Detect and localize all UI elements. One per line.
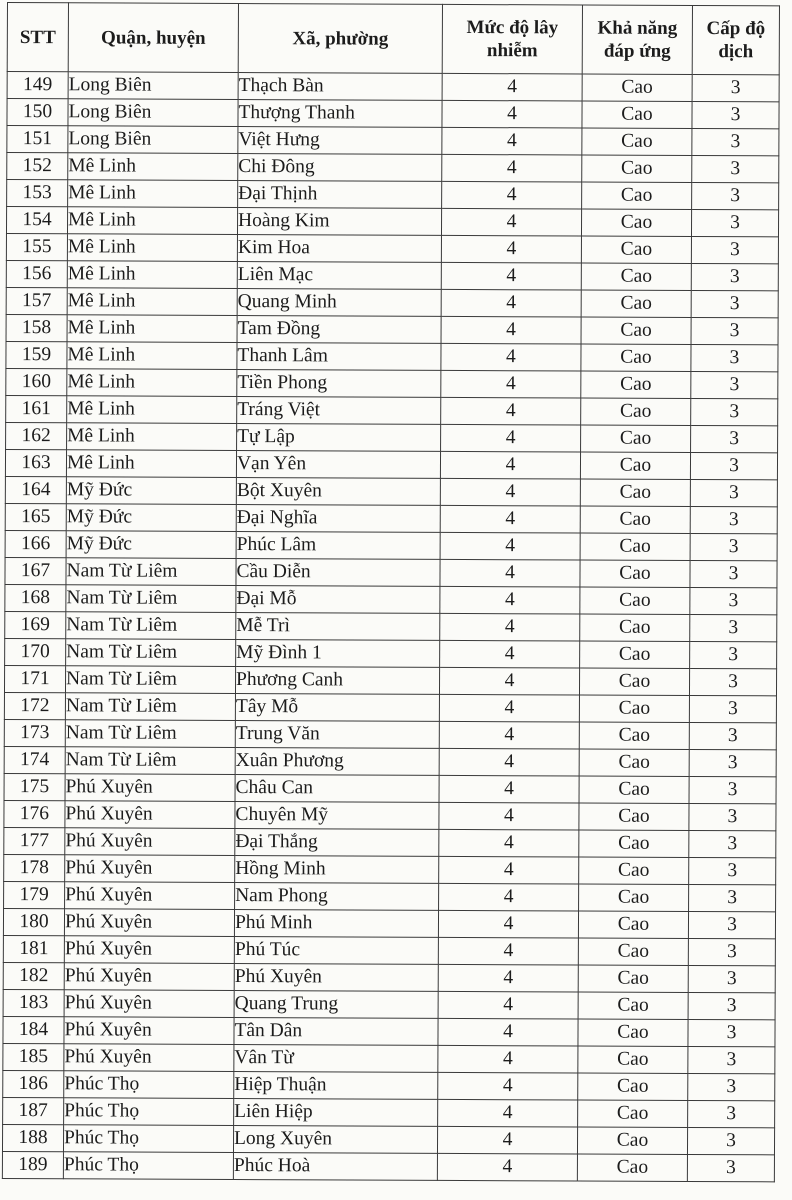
cell-infection-level: 4: [438, 937, 578, 965]
cell-epidemic-grade: 3: [688, 992, 775, 1019]
table-row: [6, 422, 778, 452]
cell-ward: Vạn Yên: [236, 451, 440, 479]
cell-district: Mê Linh: [66, 450, 236, 478]
cell-response-capacity: Cao: [579, 668, 689, 695]
cell-ward: Kim Hoa: [237, 235, 441, 263]
cell-ward: Bột Xuyên: [236, 478, 440, 506]
cell-infection-level: 4: [441, 370, 581, 398]
table-row: [7, 153, 779, 183]
header-ward: Xã, phường: [238, 4, 442, 74]
cell-stt: 175: [4, 773, 65, 800]
cell-ward: Cầu Diễn: [236, 559, 440, 587]
table-row: [3, 908, 775, 938]
cell-epidemic-grade: 3: [688, 1046, 775, 1073]
cell-ward: Tự Lập: [237, 424, 441, 452]
cell-district: Nam Từ Liêm: [65, 747, 235, 775]
cell-stt: 189: [2, 1151, 63, 1178]
cell-ward: Xuân Phương: [235, 748, 439, 776]
cell-stt: 151: [7, 126, 68, 153]
cell-ward: Việt Hưng: [238, 127, 442, 155]
cell-ward: Tây Mỗ: [235, 694, 439, 722]
table-row: [7, 72, 779, 102]
cell-response-capacity: Cao: [580, 506, 690, 533]
cell-infection-level: 4: [437, 1153, 577, 1181]
cell-response-capacity: Cao: [582, 182, 692, 209]
cell-infection-level: 4: [439, 775, 579, 803]
cell-epidemic-grade: 3: [691, 425, 778, 452]
cell-response-capacity: Cao: [579, 884, 689, 911]
cell-infection-level: 4: [442, 100, 582, 128]
cell-response-capacity: Cao: [582, 74, 692, 101]
cell-epidemic-grade: 3: [690, 533, 777, 560]
cell-ward: Đại Nghĩa: [236, 505, 440, 533]
cell-stt: 152: [7, 153, 68, 180]
table-row: [3, 962, 775, 992]
table-row: [5, 584, 777, 614]
cell-ward: Vân Từ: [234, 1045, 438, 1073]
cell-epidemic-grade: 3: [689, 884, 776, 911]
table-row: [6, 341, 778, 371]
cell-ward: Phú Minh: [234, 910, 438, 938]
cell-ward: Hoàng Kim: [237, 208, 441, 236]
cell-epidemic-grade: 3: [689, 695, 776, 722]
cell-ward: Tam Đồng: [237, 316, 441, 344]
cell-ward: Trung Văn: [235, 721, 439, 749]
cell-stt: 173: [4, 719, 65, 746]
table-row: [5, 638, 777, 668]
cell-epidemic-grade: 3: [689, 749, 776, 776]
cell-infection-level: 4: [442, 127, 582, 155]
cell-ward: Phúc Lâm: [236, 532, 440, 560]
cell-stt: 153: [7, 180, 68, 207]
table-row: [4, 692, 776, 722]
cell-district: Mê Linh: [67, 342, 237, 370]
cell-district: Long Biên: [68, 126, 238, 154]
cell-response-capacity: Cao: [582, 101, 692, 128]
cell-district: Phú Xuyên: [64, 1017, 234, 1045]
cell-ward: Quang Trung: [234, 991, 438, 1019]
cell-district: Mỹ Đức: [66, 477, 236, 505]
cell-infection-level: 4: [441, 343, 581, 371]
cell-epidemic-grade: 3: [689, 668, 776, 695]
table-row: [4, 800, 776, 830]
cell-epidemic-grade: 3: [691, 290, 778, 317]
table-row: [4, 881, 776, 911]
cell-stt: 170: [5, 638, 66, 665]
table-row: [6, 368, 778, 398]
cell-epidemic-grade: 3: [692, 74, 779, 101]
cell-epidemic-grade: 3: [689, 776, 776, 803]
cell-ward: Chi Đông: [238, 154, 442, 182]
cell-stt: 164: [5, 476, 66, 503]
cell-stt: 185: [3, 1043, 64, 1070]
cell-infection-level: 4: [439, 856, 579, 884]
cell-infection-level: 4: [440, 478, 580, 506]
table-row: [2, 1124, 774, 1154]
cell-response-capacity: Cao: [580, 614, 690, 641]
table-row: [5, 449, 777, 479]
cell-stt: 154: [6, 207, 67, 234]
cell-stt: 180: [3, 908, 64, 935]
cell-district: Long Biên: [68, 72, 238, 100]
cell-epidemic-grade: 3: [688, 911, 775, 938]
cell-district: Nam Từ Liêm: [66, 612, 236, 640]
cell-stt: 159: [6, 341, 67, 368]
table-row: [5, 530, 777, 560]
cell-infection-level: 4: [441, 316, 581, 344]
cell-infection-level: 4: [441, 208, 581, 236]
cell-infection-level: 4: [442, 154, 582, 182]
table-row: [3, 935, 775, 965]
cell-epidemic-grade: 3: [688, 1100, 775, 1127]
cell-infection-level: 4: [441, 235, 581, 263]
cell-response-capacity: Cao: [579, 776, 689, 803]
cell-epidemic-grade: 3: [691, 236, 778, 263]
cell-ward: Tân Dân: [234, 1018, 438, 1046]
cell-response-capacity: Cao: [581, 209, 691, 236]
cell-ward: Mễ Trì: [236, 613, 440, 641]
cell-stt: 157: [6, 287, 67, 314]
table-row: [5, 476, 777, 506]
cell-epidemic-grade: 3: [687, 1154, 774, 1181]
cell-district: Mê Linh: [67, 261, 237, 289]
cell-infection-level: 4: [438, 964, 578, 992]
cell-response-capacity: Cao: [581, 344, 691, 371]
cell-epidemic-grade: 3: [687, 1127, 774, 1154]
cell-response-capacity: Cao: [582, 155, 692, 182]
cell-epidemic-grade: 3: [689, 830, 776, 857]
cell-infection-level: 4: [439, 667, 579, 695]
cell-response-capacity: Cao: [578, 911, 688, 938]
cell-ward: Chuyên Mỹ: [235, 802, 439, 830]
cell-stt: 179: [4, 881, 65, 908]
table-row: [7, 99, 779, 129]
cell-epidemic-grade: 3: [692, 155, 779, 182]
cell-district: Mê Linh: [67, 288, 237, 316]
cell-response-capacity: Cao: [581, 398, 691, 425]
cell-ward: Quang Minh: [237, 289, 441, 317]
cell-epidemic-grade: 3: [690, 560, 777, 587]
table-row: [4, 719, 776, 749]
cell-ward: Phương Canh: [235, 667, 439, 695]
cell-stt: 172: [4, 692, 65, 719]
cell-infection-level: 4: [441, 262, 581, 290]
cell-stt: 156: [6, 260, 67, 287]
cell-response-capacity: Cao: [578, 1100, 688, 1127]
cell-response-capacity: Cao: [579, 722, 689, 749]
cell-ward: Đại Mỗ: [236, 586, 440, 614]
cell-district: Phú Xuyên: [64, 1044, 234, 1072]
cell-infection-level: 4: [438, 991, 578, 1019]
cell-epidemic-grade: 3: [692, 182, 779, 209]
cell-infection-level: 4: [438, 1072, 578, 1100]
table-row: [6, 287, 778, 317]
table-row: [6, 395, 778, 425]
cell-stt: 163: [5, 449, 66, 476]
cell-epidemic-grade: 3: [690, 506, 777, 533]
cell-epidemic-grade: 3: [691, 398, 778, 425]
cell-district: Phúc Thọ: [64, 1071, 234, 1099]
cell-ward: Hồng Minh: [235, 856, 439, 884]
cell-stt: 177: [4, 827, 65, 854]
cell-infection-level: 4: [441, 424, 581, 452]
cell-stt: 168: [5, 584, 66, 611]
cell-infection-level: 4: [441, 397, 581, 425]
table-row: [6, 207, 778, 237]
cell-epidemic-grade: 3: [690, 641, 777, 668]
table-row: [3, 1043, 775, 1073]
cell-district: Phú Xuyên: [65, 882, 235, 910]
cell-response-capacity: Cao: [579, 695, 689, 722]
cell-stt: 161: [6, 395, 67, 422]
cell-stt: 176: [4, 800, 65, 827]
cell-district: Nam Từ Liêm: [66, 639, 236, 667]
cell-response-capacity: Cao: [580, 587, 690, 614]
table-row: [6, 260, 778, 290]
cell-response-capacity: Cao: [580, 641, 690, 668]
cell-district: Phúc Thọ: [63, 1125, 233, 1153]
cell-ward: Liên Mạc: [237, 262, 441, 290]
cell-epidemic-grade: 3: [691, 344, 778, 371]
cell-infection-level: 4: [439, 829, 579, 857]
cell-epidemic-grade: 3: [690, 479, 777, 506]
cell-stt: 155: [6, 233, 67, 260]
cell-stt: 166: [5, 530, 66, 557]
cell-infection-level: 4: [442, 73, 582, 101]
cell-response-capacity: Cao: [579, 857, 689, 884]
cell-ward: Phúc Hoà: [233, 1152, 437, 1180]
cell-district: Mê Linh: [67, 396, 237, 424]
cell-district: Mê Linh: [67, 423, 237, 451]
table-row: [4, 854, 776, 884]
cell-epidemic-grade: 3: [688, 938, 775, 965]
cell-response-capacity: Cao: [580, 533, 690, 560]
cell-ward: Nam Phong: [235, 883, 439, 911]
cell-district: Mỹ Đức: [66, 504, 236, 532]
cell-epidemic-grade: 3: [691, 371, 778, 398]
header-infection-level: Mức độ lây nhiễm: [442, 4, 582, 74]
cell-stt: 182: [3, 962, 64, 989]
cell-infection-level: 4: [440, 613, 580, 641]
cell-district: Nam Từ Liêm: [65, 720, 235, 748]
cell-response-capacity: Cao: [579, 830, 689, 857]
cell-infection-level: 4: [437, 1126, 577, 1154]
cell-epidemic-grade: 3: [690, 587, 777, 614]
cell-infection-level: 4: [439, 694, 579, 722]
cell-stt: 171: [4, 665, 65, 692]
cell-response-capacity: Cao: [580, 479, 690, 506]
header-stt: STT: [7, 3, 68, 72]
header-row: [7, 3, 779, 75]
cell-infection-level: 4: [440, 451, 580, 479]
cell-infection-level: 4: [439, 748, 579, 776]
cell-district: Mỹ Đức: [66, 531, 236, 559]
cell-stt: 184: [3, 1016, 64, 1043]
cell-epidemic-grade: 3: [690, 614, 777, 641]
cell-epidemic-grade: 3: [690, 452, 777, 479]
cell-ward: Thượng Thanh: [238, 100, 442, 128]
cell-infection-level: 4: [440, 586, 580, 614]
cell-response-capacity: Cao: [581, 317, 691, 344]
table-row: [5, 611, 777, 641]
cell-ward: Châu Can: [235, 775, 439, 803]
cell-epidemic-grade: 3: [692, 101, 779, 128]
cell-infection-level: 4: [440, 640, 580, 668]
cell-stt: 187: [3, 1097, 64, 1124]
cell-stt: 188: [2, 1124, 63, 1151]
cell-infection-level: 4: [442, 181, 582, 209]
cell-infection-level: 4: [438, 1045, 578, 1073]
cell-response-capacity: Cao: [582, 128, 692, 155]
cell-infection-level: 4: [440, 559, 580, 587]
cell-ward: Tiền Phong: [237, 370, 441, 398]
table-row: [6, 314, 778, 344]
table-row: [3, 1070, 775, 1100]
table-row: [2, 1151, 774, 1181]
cell-district: Phú Xuyên: [64, 936, 234, 964]
cell-ward: Phú Túc: [234, 937, 438, 965]
cell-district: Phú Xuyên: [65, 828, 235, 856]
cell-stt: 165: [5, 503, 66, 530]
cell-district: Phú Xuyên: [64, 990, 234, 1018]
cell-response-capacity: Cao: [578, 1073, 688, 1100]
table-row: [4, 665, 776, 695]
epidemic-level-table: [2, 2, 780, 1182]
cell-district: Nam Từ Liêm: [66, 585, 236, 613]
cell-infection-level: 4: [440, 505, 580, 533]
cell-district: Phúc Thọ: [63, 1152, 233, 1180]
cell-district: Mê Linh: [67, 315, 237, 343]
cell-stt: 174: [4, 746, 65, 773]
table-row: [4, 746, 776, 776]
cell-epidemic-grade: 3: [691, 317, 778, 344]
cell-ward: Thanh Lâm: [237, 343, 441, 371]
cell-epidemic-grade: 3: [688, 1073, 775, 1100]
table-row: [6, 233, 778, 263]
cell-infection-level: 4: [438, 910, 578, 938]
cell-epidemic-grade: 3: [688, 965, 775, 992]
table-row: [3, 1016, 775, 1046]
header-response-capacity: Khả năng đáp ứng: [582, 5, 692, 74]
table-row: [7, 126, 779, 156]
table-row: [4, 827, 776, 857]
cell-response-capacity: Cao: [578, 965, 688, 992]
cell-epidemic-grade: 3: [692, 128, 779, 155]
cell-district: Long Biên: [68, 99, 238, 127]
cell-stt: 169: [5, 611, 66, 638]
cell-epidemic-grade: 3: [691, 263, 778, 290]
header-epidemic-grade: Cấp độ dịch: [692, 5, 779, 74]
cell-infection-level: 4: [439, 721, 579, 749]
table-row: [7, 180, 779, 210]
cell-infection-level: 4: [439, 802, 579, 830]
cell-response-capacity: Cao: [578, 938, 688, 965]
cell-response-capacity: Cao: [577, 1154, 687, 1181]
cell-response-capacity: Cao: [581, 425, 691, 452]
table-row: [3, 989, 775, 1019]
cell-district: Phú Xuyên: [65, 774, 235, 802]
cell-response-capacity: Cao: [579, 803, 689, 830]
cell-epidemic-grade: 3: [689, 722, 776, 749]
cell-district: Phú Xuyên: [65, 855, 235, 883]
cell-infection-level: 4: [441, 289, 581, 317]
cell-ward: Phú Xuyên: [234, 964, 438, 992]
cell-epidemic-grade: 3: [691, 209, 778, 236]
cell-ward: Liên Hiệp: [234, 1098, 438, 1126]
cell-ward: Đại Thắng: [235, 829, 439, 857]
cell-ward: Tráng Việt: [237, 397, 441, 425]
cell-district: Mê Linh: [68, 153, 238, 181]
table-row: [4, 773, 776, 803]
cell-epidemic-grade: 3: [689, 803, 776, 830]
cell-district: Nam Từ Liêm: [66, 558, 236, 586]
cell-district: Phú Xuyên: [65, 801, 235, 829]
cell-response-capacity: Cao: [577, 1127, 687, 1154]
cell-response-capacity: Cao: [581, 263, 691, 290]
cell-response-capacity: Cao: [581, 290, 691, 317]
cell-ward: Mỹ Đình 1: [236, 640, 440, 668]
table-row: [5, 503, 777, 533]
cell-stt: 178: [4, 854, 65, 881]
cell-district: Mê Linh: [67, 234, 237, 262]
cell-ward: Thạch Bàn: [238, 73, 442, 101]
cell-district: Nam Từ Liêm: [65, 666, 235, 694]
cell-stt: 167: [5, 557, 66, 584]
cell-district: Mê Linh: [67, 207, 237, 235]
cell-district: Phú Xuyên: [64, 963, 234, 991]
cell-infection-level: 4: [440, 532, 580, 560]
cell-stt: 149: [7, 72, 68, 99]
cell-response-capacity: Cao: [580, 560, 690, 587]
cell-response-capacity: Cao: [580, 452, 690, 479]
cell-response-capacity: Cao: [579, 749, 689, 776]
cell-response-capacity: Cao: [578, 1019, 688, 1046]
cell-district: Phú Xuyên: [64, 909, 234, 937]
table-row: [5, 557, 777, 587]
table-row: [3, 1097, 775, 1127]
cell-stt: 150: [7, 99, 68, 126]
cell-infection-level: 4: [438, 1018, 578, 1046]
cell-infection-level: 4: [438, 1099, 578, 1127]
cell-stt: 181: [3, 935, 64, 962]
cell-response-capacity: Cao: [581, 371, 691, 398]
cell-stt: 162: [6, 422, 67, 449]
cell-response-capacity: Cao: [578, 1046, 688, 1073]
cell-epidemic-grade: 3: [689, 857, 776, 884]
cell-ward: Long Xuyên: [233, 1125, 437, 1153]
header-district: Quận, huyện: [68, 3, 238, 73]
cell-district: Mê Linh: [68, 180, 238, 208]
cell-district: Mê Linh: [67, 369, 237, 397]
cell-response-capacity: Cao: [578, 992, 688, 1019]
cell-response-capacity: Cao: [581, 236, 691, 263]
cell-district: Nam Từ Liêm: [65, 693, 235, 721]
cell-stt: 158: [6, 314, 67, 341]
cell-infection-level: 4: [439, 883, 579, 911]
table-header: [7, 3, 779, 75]
cell-ward: Hiệp Thuận: [234, 1071, 438, 1099]
cell-stt: 183: [3, 989, 64, 1016]
cell-stt: 186: [3, 1070, 64, 1097]
cell-stt: 160: [6, 368, 67, 395]
cell-district: Phúc Thọ: [64, 1098, 234, 1126]
cell-ward: Đại Thịnh: [238, 181, 442, 209]
table-body: [2, 72, 779, 1182]
cell-epidemic-grade: 3: [688, 1019, 775, 1046]
